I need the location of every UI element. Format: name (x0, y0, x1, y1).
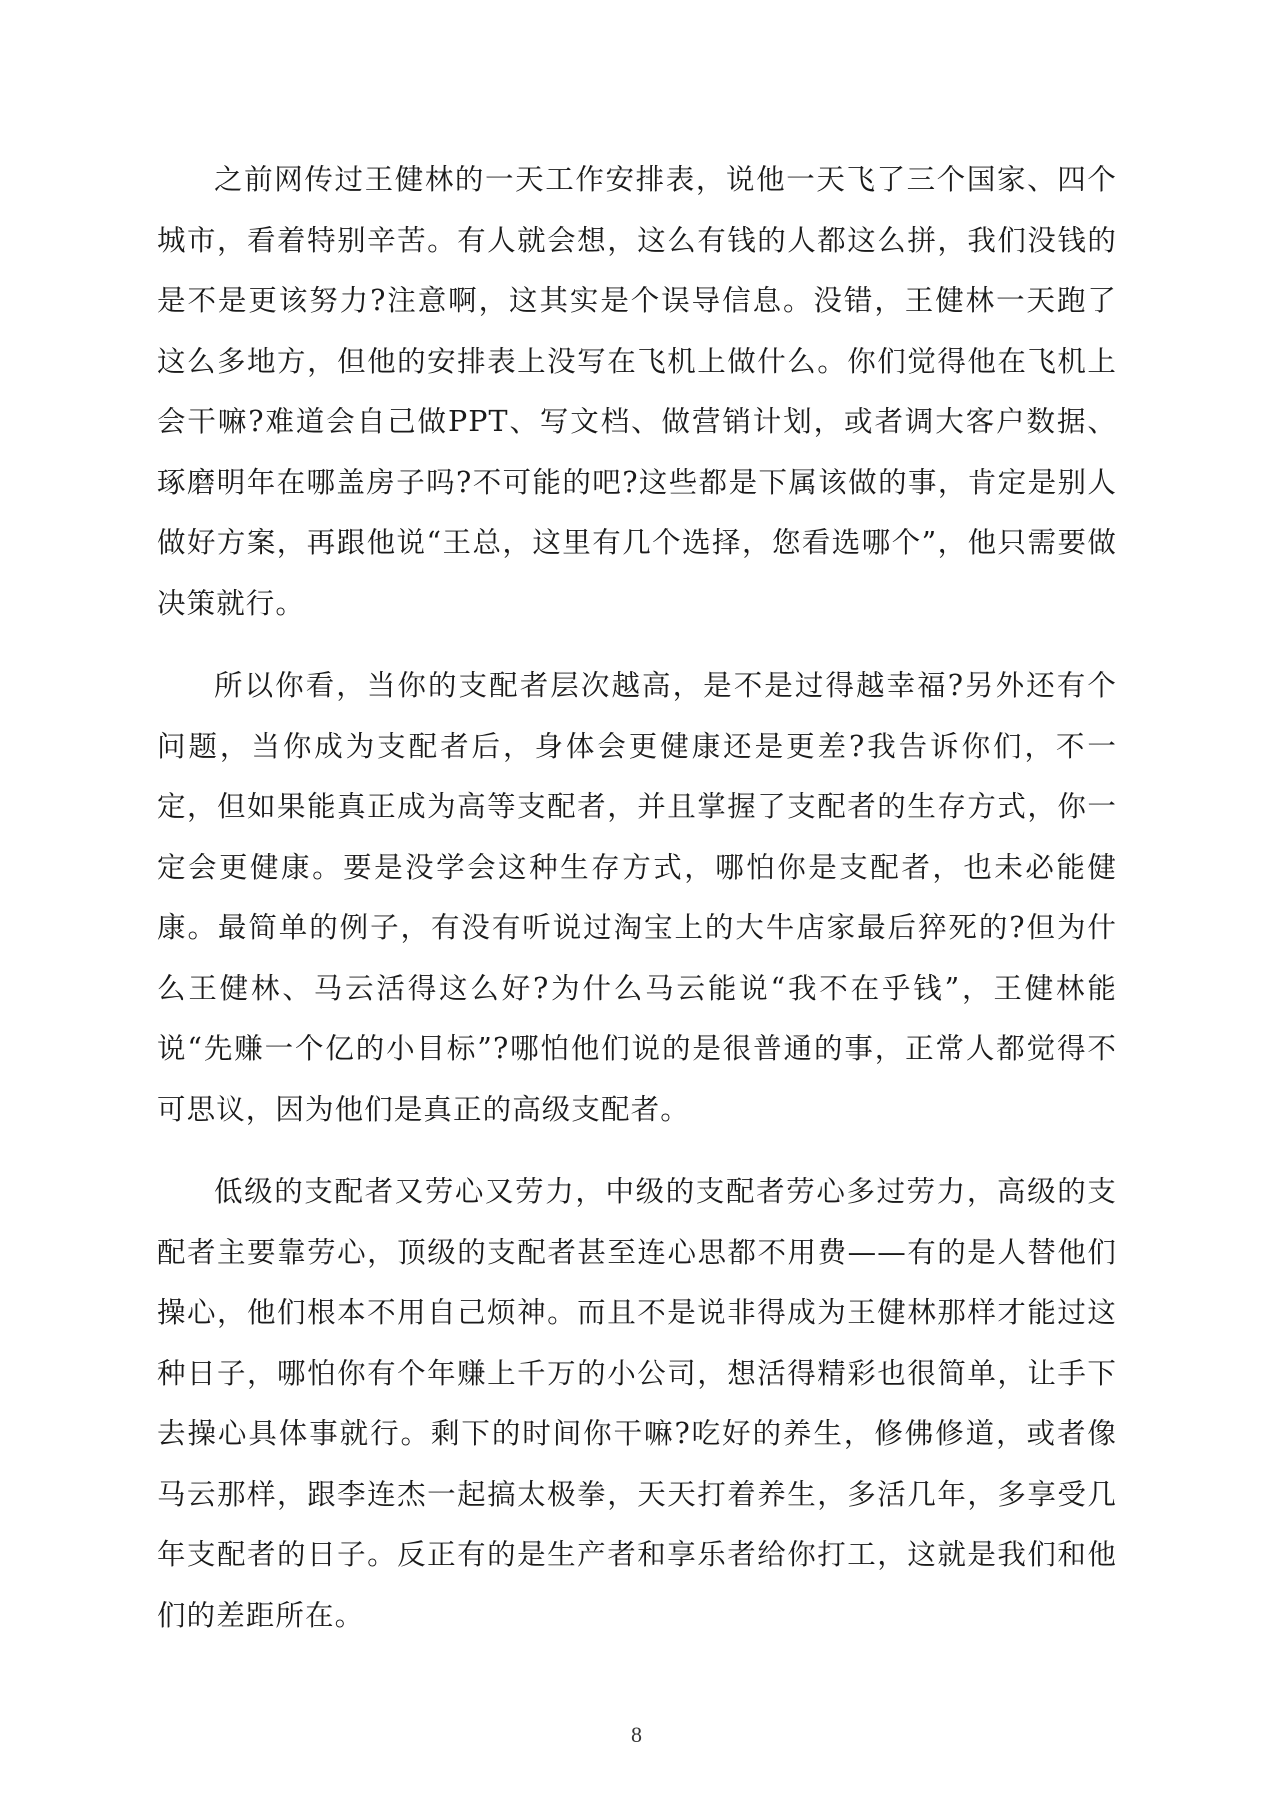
paragraph-2: 所以你看，当你的支配者层次越高，是不是过得越幸福?另外还有个问题，当你成为支配者后，身体会更健康还是更差?我告诉你们，不一定，但如果能真正成为高等支配者，并且掌握了支配者的生存方式，你一定会更健康。要是没学会这种生存方式，哪怕你是支配者，也未必能健康。最简单的例子，有没有听说过淘宝上的大牛店家最后猝死的?但为什么王健林、马云活得这么好?为什么马云能说“我不在乎钱”，王健林能说“先赚一个亿的小目标”?哪怕他们说的是很普通的事，正常人都觉得不可思议，因为他们是真正的高级支配者。 (157, 669, 1117, 1126)
body-text (157, 150, 1117, 1668)
page-number: 8 (631, 1722, 642, 1747)
paragraph-3: 低级的支配者又劳心又劳力，中级的支配者劳心多过劳力，高级的支配者主要靠劳心，顶级的支配者甚至连心思都不用费——有的是人替他们操心，他们根本不用自己烦神。而且不是说非得成为王健林那样才能过这种日子，哪怕你有个年赚上千万的小公司，想活得精彩也很简单，让手下去操心具体事就行。剩下的时间你干嘛?吃好的养生，修佛修道，或者像马云那样，跟李连杰一起搞太极拳，天天打着养生，多活几年，多享受几年支配者的日子。反正有的是生产者和享乐者给你打工，这就是我们和他们的差距所在。 (157, 1175, 1117, 1632)
paragraph-1: 之前网传过王健林的一天工作安排表，说他一天飞了三个国家、四个城市，看着特别辛苦。有人就会想，这么有钱的人都这么拼，我们没钱的是不是更该努力?注意啊，这其实是个误导信息。没错，王健林一天跑了这么多地方，但他的安排表上没写在飞机上做什么。你们觉得他在飞机上会干嘛?难道会自己做PPT、写文档、做营销计划，或者调大客户数据、琢磨明年在哪盖房子吗?不可能的吧?这些都是下属该做的事，肯定是别人做好方案，再跟他说“王总，这里有几个选择，您看选哪个”，他只需要做决策就行。 (157, 163, 1117, 620)
